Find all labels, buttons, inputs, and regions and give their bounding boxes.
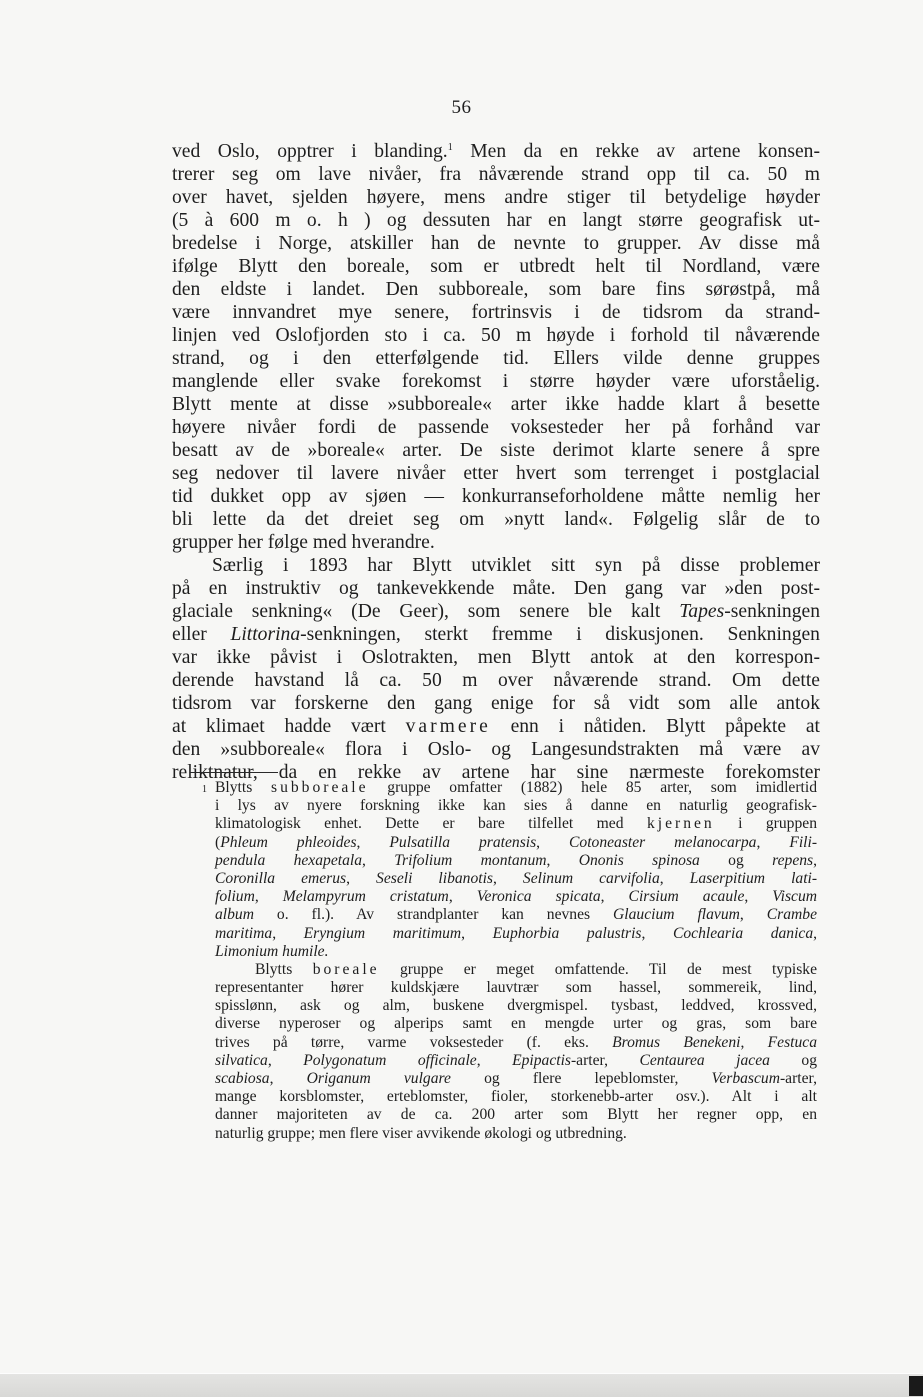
- text-segment: representanter hører kuldskjære lauvtrær som hassel, sommereik, lind,: [215, 979, 817, 997]
- text-line: tidsrom var forskerne den gang enige for så vidt som alle antok: [172, 693, 820, 714]
- italic-species-name: Phleum phleoides: [220, 833, 357, 851]
- text-line: den »subboreale« flora i Oslo- og Langesundstrakten må være av: [172, 739, 820, 760]
- text-line: tid dukket opp av sjøen — konkurranseforholdene måtte nemlig her: [172, 486, 820, 507]
- text-line: den eldste i landet. Den subboreale, som bare fins sørøstpå, må: [172, 279, 820, 300]
- italic-species-name: Seseli libanotis: [376, 869, 493, 887]
- text-segment: ,: [356, 833, 390, 851]
- text-line: manglende eller svake forekomst i større høyder være uforståelig.: [172, 371, 820, 392]
- footnote-line: [215, 1052, 817, 1070]
- text-segment: ,: [272, 924, 304, 942]
- footnote-reference[interactable]: 1: [447, 142, 453, 153]
- italic-species-name: Glaucium flavum: [613, 906, 740, 924]
- italic-species-name: Selinum carvifolia: [522, 869, 660, 887]
- footnote-line: [215, 888, 817, 906]
- text-line: over havet, sjelden høyere, mens andre stiger til betydelige høyder: [172, 187, 820, 208]
- italic-species-name: Centaurea jacea: [639, 1051, 770, 1069]
- text-segment: ,: [641, 924, 673, 942]
- footnote-line: [215, 815, 817, 833]
- text-line: være innvandret mye senere, fortrinsvis i de tidsrom da strand-: [172, 302, 820, 323]
- italic-species-name: Cirsium acaule: [628, 888, 745, 906]
- footnote: [202, 779, 818, 1143]
- italic-term: Littorina: [230, 624, 301, 645]
- footnote-line: [215, 1015, 817, 1033]
- text-segment: ,: [813, 924, 818, 942]
- text-line: (5 à 600 m o. h ) og dessuten har en langt større geografisk ut-: [172, 210, 820, 231]
- spaced-emphasis: subboreale: [271, 779, 369, 796]
- italic-species-name: Viscum: [772, 888, 818, 906]
- footnote-line: [215, 1088, 817, 1106]
- italic-species-name: Crambe: [766, 906, 818, 924]
- text-segment: naturlig gruppe; men flere viser avvikende økologi og utbredning.: [215, 1124, 627, 1142]
- text-line: reliktnatur, da en rekke av artene har sine nærmeste forekomster: [172, 762, 820, 783]
- italic-species-name: Veronica spicata: [476, 888, 601, 906]
- italic-species-name: Laserpitium lati-: [689, 869, 818, 887]
- text-segment: ,: [813, 851, 818, 869]
- text-line: besatt av de »boreale« arter. De siste derimot klarte senere å spre: [172, 440, 820, 461]
- text-segment: (: [215, 833, 221, 851]
- italic-species-name: maritima: [215, 924, 273, 942]
- italic-species-name: album: [215, 906, 254, 924]
- footnote-line: [215, 1106, 817, 1124]
- italic-species-name: Coronilla emerus: [215, 869, 347, 887]
- text-line: bredelse i Norge, atskiller han de nevnte to grupper. Av disse må: [172, 233, 820, 254]
- footnote-line: [215, 997, 817, 1015]
- text-segment: ,: [659, 869, 690, 887]
- text-segment: ,: [600, 888, 629, 906]
- footnote-line: [215, 797, 817, 815]
- text-line: linjen ved Oslofjorden sto i ca. 50 m høyde i forhold til nåværende: [172, 325, 820, 346]
- text-segment: ,: [493, 869, 523, 887]
- text-segment: Blytts: [255, 960, 313, 978]
- italic-species-name: Pulsatilla pratensis: [389, 833, 537, 851]
- text-line: var ikke påvist i Oslotrakten, men Blytt antok at den korrespon-: [172, 647, 820, 668]
- text-line: [172, 715, 820, 738]
- italic-species-name: Limonium humile.: [215, 942, 329, 960]
- footnote-mark: 1: [202, 784, 207, 795]
- text-segment: -senkningen, sterkt fremme i diskusjonen. Senkningen: [300, 624, 820, 645]
- text-segment: ,: [756, 833, 790, 851]
- text-segment: klimatologisk enhet. Dette er bare tilfellet med: [215, 815, 647, 833]
- italic-species-name: Bromus Benekeni: [612, 1033, 741, 1051]
- text-segment: eller: [172, 624, 231, 645]
- italic-species-name: repens: [772, 851, 814, 869]
- text-line: Blytt mente at disse »subboreale« arter ikke hadde klart å besette: [172, 394, 820, 415]
- text-segment: gruppe er meget omfattende. Til de mest typiske: [379, 960, 817, 978]
- text-segment: ,: [536, 833, 570, 851]
- paragraph-start-line: Særlig i 1893 har Blytt utviklet sitt syn på disse problemer: [212, 555, 820, 576]
- text-segment: i lys av nyere forskning ikke kan sies å danne en naturlig geografisk-: [215, 797, 817, 815]
- footnote-line: [215, 870, 817, 888]
- italic-species-name: folium: [215, 888, 255, 906]
- text-segment: -arter,: [570, 1051, 640, 1069]
- text-line: strand, og i den etterfølgende tid. Ellers vilde denne gruppes: [172, 348, 820, 369]
- text-line: [172, 140, 820, 163]
- spaced-emphasis: varmere: [405, 716, 491, 737]
- text-segment: ,: [461, 924, 493, 942]
- text-segment: ,: [346, 869, 377, 887]
- italic-species-name: Cotoneaster melanocarpa: [569, 833, 757, 851]
- text-line: bli lette da det dreiet seg om »nytt land«. Følgelig slår de to: [172, 509, 820, 530]
- text-segment: ,: [267, 1051, 304, 1069]
- text-segment: glaciale senkning« (De Geer), som senere ble kalt: [172, 601, 680, 622]
- text-segment: enn i nåtiden. Blytt påpekte at: [490, 716, 820, 737]
- text-segment: ,: [740, 1033, 768, 1051]
- text-segment: ,: [362, 851, 395, 869]
- italic-species-name: Trifolium montanum: [394, 851, 547, 869]
- italic-species-name: scabiosa: [215, 1070, 270, 1087]
- italic-species-name: Euphorbia palustris: [492, 924, 642, 942]
- text-line: på en instruktiv og tankevekkende måte. Den gang var »den post-: [172, 578, 820, 599]
- text-line: høyere nivåer fordi de passende voksesteder her på forhånd var: [172, 417, 820, 438]
- italic-species-name: silvatica: [215, 1051, 268, 1069]
- text-segment: ,: [448, 888, 477, 906]
- footnote-line: [215, 979, 817, 997]
- text-segment: ,: [744, 888, 773, 906]
- italic-species-name: Origanum vulgare: [306, 1070, 451, 1087]
- spaced-emphasis: kjernen: [646, 815, 715, 833]
- text-segment: diverse nyperoser og alperips samt en mengde urter og gras, som bare: [215, 1015, 817, 1033]
- footnote-line: [215, 1125, 817, 1143]
- footnote-line: [215, 961, 817, 979]
- footnote-line: [215, 1034, 817, 1052]
- footnote-line: [215, 1070, 817, 1088]
- italic-species-name: Fili-: [789, 833, 818, 851]
- italic-species-name: pendula hexapetala: [215, 851, 362, 869]
- footnote-line: [215, 834, 817, 852]
- text-line: [172, 623, 820, 646]
- italic-species-name: Epipactis: [512, 1051, 571, 1069]
- text-line: trerer seg om lave nivåer, fra nåværende strand opp til ca. 50 m: [172, 164, 820, 185]
- text-segment: ,: [254, 888, 283, 906]
- text-line: grupper her følge med hverandre.: [172, 532, 435, 553]
- italic-species-name: Ononis spinosa: [578, 851, 700, 869]
- text-segment: mange korsblomster, erteblomster, fioler, storkenebb-arter osv.). Alt i alt: [215, 1088, 817, 1106]
- footnote-line: [215, 852, 817, 870]
- italic-species-name: Eryngium maritimum: [303, 924, 462, 942]
- text-segment: trives på tørre, varme voksesteder (f. eks.: [215, 1033, 613, 1051]
- text-segment: ved Oslo, opptrer i blanding.: [172, 141, 448, 162]
- text-segment: -arter,: [779, 1070, 817, 1087]
- footnote-line: [215, 779, 817, 797]
- text-segment: og flere lepeblomster,: [450, 1070, 712, 1087]
- text-segment: at klimaet hadde vært: [172, 716, 406, 737]
- text-segment: i gruppen: [714, 815, 817, 833]
- footnote-separator: [190, 772, 278, 773]
- page-bottom-edge: [0, 1373, 923, 1397]
- text-segment: o. fl.). Av strandplanter kan nevnes: [253, 906, 614, 924]
- italic-term: Tapes: [679, 601, 725, 622]
- text-segment: ,: [739, 906, 767, 924]
- text-segment: gruppe omfatter (1882) hele 85 arter, som imidlertid: [368, 779, 817, 796]
- italic-species-name: Melampyrum cristatum: [282, 888, 449, 906]
- text-segment: Blytts: [215, 779, 271, 796]
- text-segment: spisslønn, ask og alm, buskene dvergmispel. tysbast, leddved, krossved,: [215, 997, 817, 1015]
- text-segment: ,: [546, 851, 579, 869]
- text-segment: ,: [269, 1070, 307, 1087]
- italic-species-name: Cochlearia danica: [672, 924, 814, 942]
- text-line: derende havstand lå ca. 50 m over nåværende strand. Om dette: [172, 670, 820, 691]
- footnote-line: [215, 906, 817, 924]
- text-segment: -senkningen: [724, 601, 820, 622]
- text-segment: danner majoriteten av de ca. 200 arter som Blytt her regner opp, en: [215, 1106, 817, 1124]
- text-segment: ,: [476, 1051, 513, 1069]
- text-segment: og: [769, 1051, 818, 1069]
- text-line: [172, 600, 820, 623]
- text-segment: og: [699, 851, 773, 869]
- italic-species-name: Polygonatum officinale: [303, 1051, 477, 1069]
- main-text: [172, 140, 820, 784]
- scan-corner-shadow: [909, 1376, 923, 1396]
- text-line: ifølge Blytt den boreale, som er utbredt helt til Nordland, være: [172, 256, 820, 277]
- italic-species-name: Festuca: [767, 1033, 817, 1051]
- footnote-line: [215, 925, 817, 943]
- italic-species-name: Verbascum: [711, 1070, 780, 1087]
- footnote-line: [215, 943, 817, 961]
- spaced-emphasis: boreale: [312, 960, 380, 978]
- text-line: seg nedover til lavere nivåer etter hvert som terrenget i postglacial: [172, 463, 820, 484]
- text-segment: Men da en rekke av artene konsen-: [452, 141, 820, 162]
- page-number: 56: [451, 97, 472, 118]
